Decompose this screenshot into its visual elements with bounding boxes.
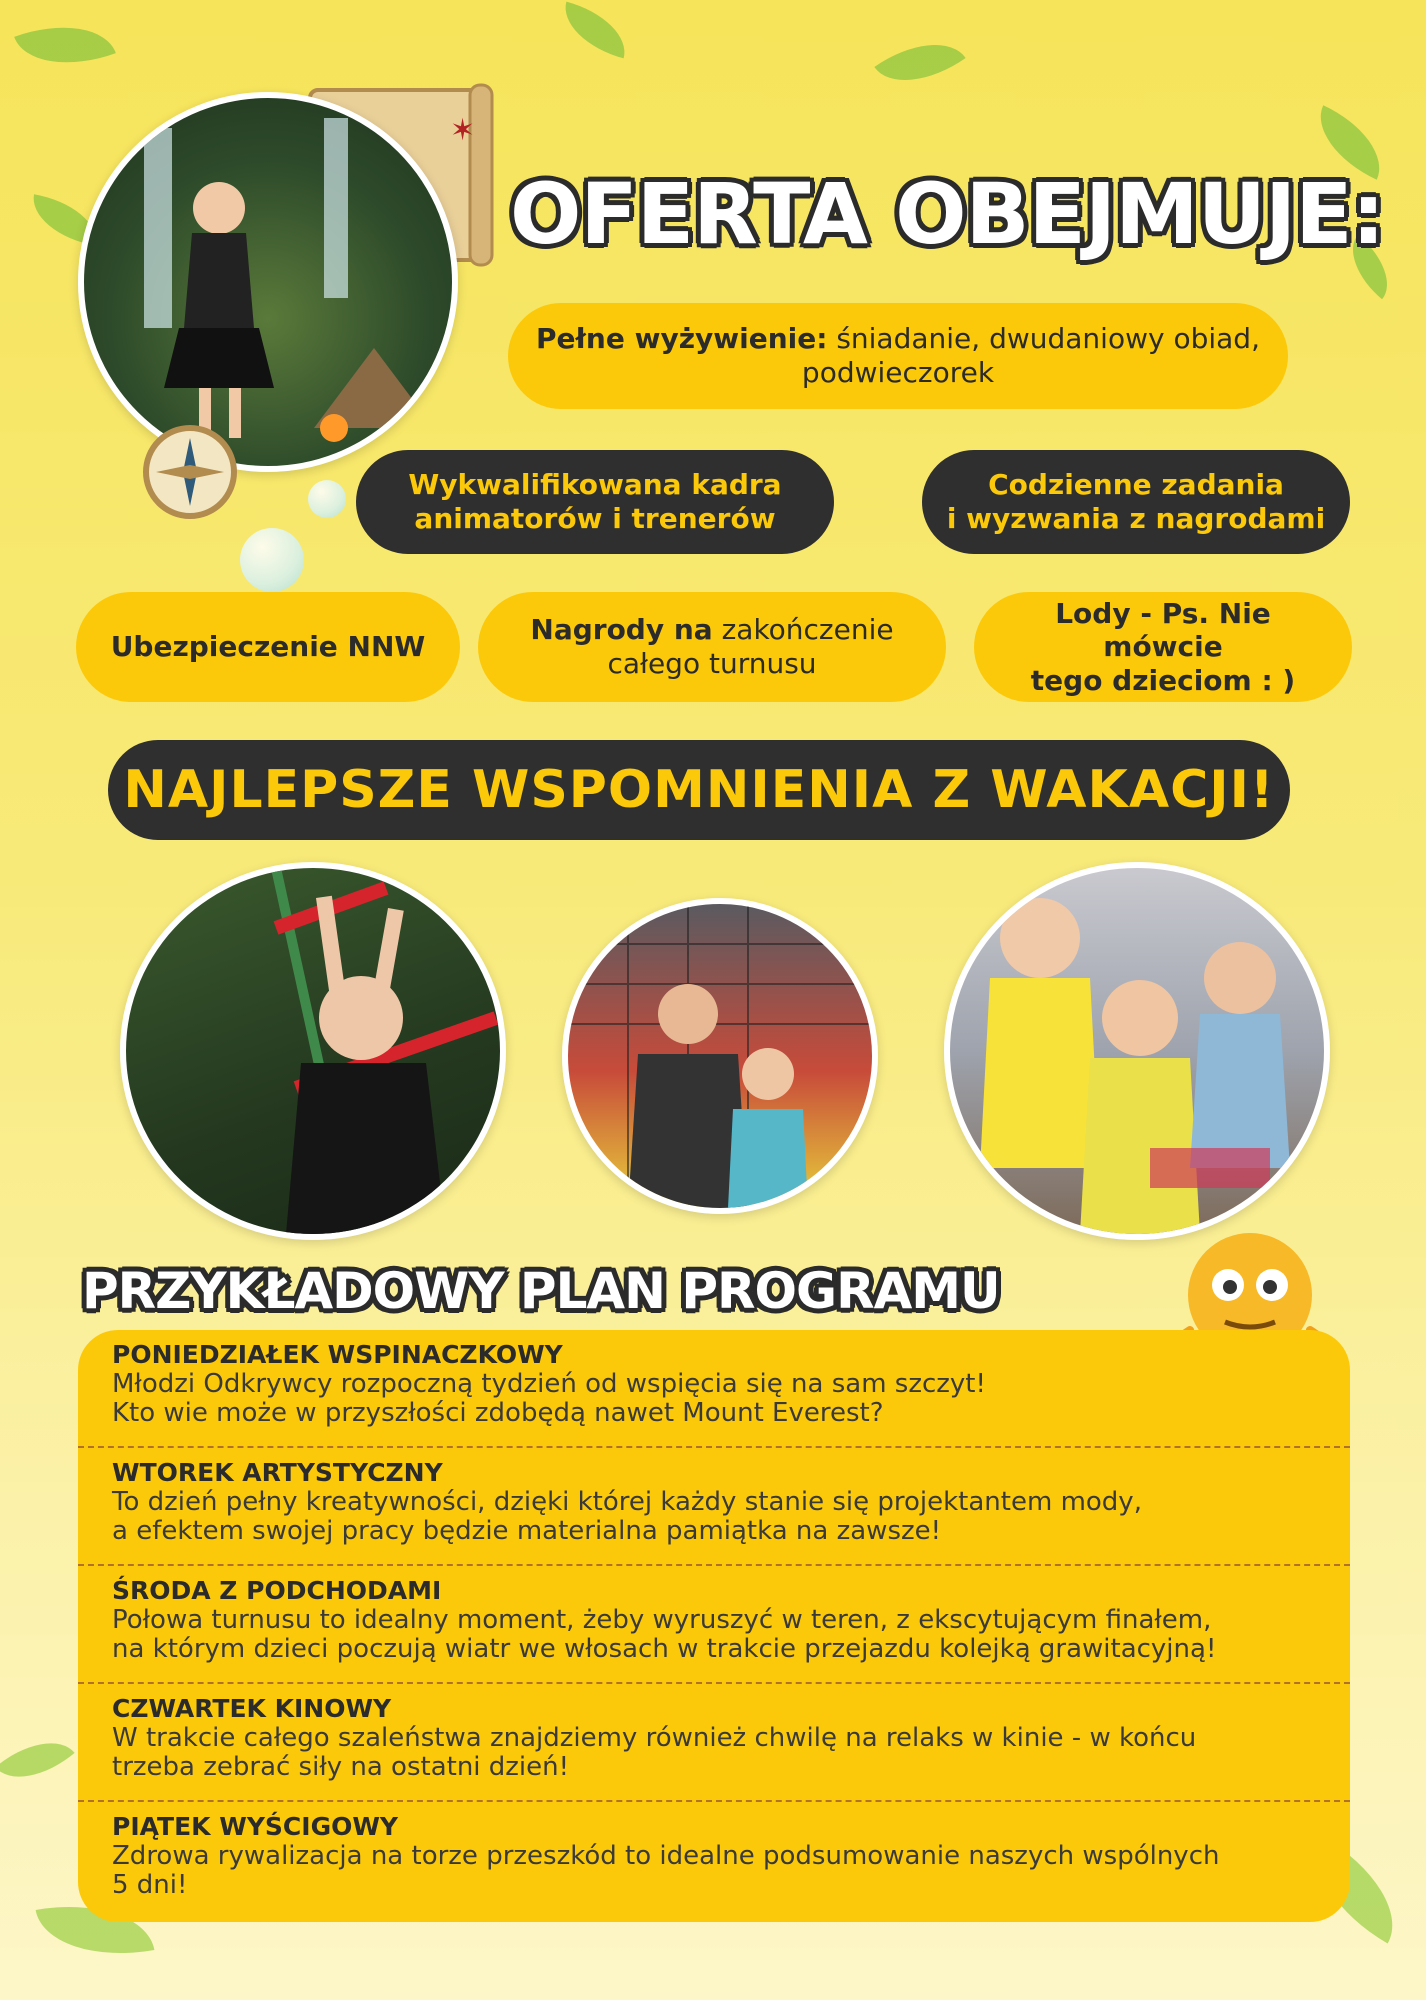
plan-day-heading: ŚRODA Z PODCHODAMI (112, 1576, 442, 1605)
offer-prizes (478, 592, 946, 702)
offer-tasks-line1: Codzienne zadania (988, 468, 1284, 502)
compass-icon (135, 420, 245, 520)
workshop-photo (944, 862, 1330, 1240)
bubble-decoration (240, 528, 304, 592)
plan-day-heading: PONIEDZIAŁEK WSPINACZKOWY (112, 1340, 563, 1369)
plan-day-text-2: trzeba zebrać siły na ostatni dzień! (112, 1752, 570, 1782)
offer-insurance (76, 592, 460, 702)
plan-day-text: Połowa turnusu to idealny moment, żeby wyruszyć w teren, z ekscytującym finałem, (112, 1605, 1212, 1635)
offer-prizes-bold: Nagrody na (530, 613, 713, 647)
offer-tasks (922, 450, 1350, 554)
offer-prizes-text-2: całego turnusu (607, 647, 817, 680)
offer-icecream-line2: tego dzieciom : ) (1030, 663, 1296, 697)
plan-day-heading: CZWARTEK KINOWY (112, 1694, 392, 1723)
program-plan (78, 1330, 1350, 1922)
plan-day-text: W trakcie całego szaleństwa znajdziemy również chwilę na relaks w kinie - w końcu (112, 1723, 1197, 1753)
offer-icecream (974, 592, 1352, 702)
offer-staff-line1: Wykwalifikowana kadra (408, 468, 782, 502)
trampoline-park-photo (562, 898, 878, 1214)
plan-day-heading: WTOREK ARTYSTYCZNY (112, 1458, 443, 1487)
offer-food (508, 303, 1288, 409)
plan-day-text: Zdrowa rywalizacja na torze przeszkód to idealne podsumowanie naszych wspólnych (112, 1841, 1220, 1871)
offer-tasks-line2: i wyzwania z nagrodami (946, 502, 1326, 535)
offer-staff (356, 450, 834, 554)
offer-title: OFERTA OBEJMUJE: (510, 165, 1385, 263)
climbing-photo (120, 862, 506, 1240)
offer-food-text-2: podwieczorek (801, 356, 995, 389)
plan-day (78, 1330, 1350, 1448)
memories-banner (108, 740, 1290, 840)
leaf-decoration (874, 21, 965, 104)
plan-day (78, 1448, 1350, 1566)
plan-day (78, 1566, 1350, 1684)
plan-day-text-2: na którym dzieci poczują wiatr we włosach w trakcie przejazdu kolejką grawitacyjną! (112, 1634, 1217, 1664)
plan-day-text: Młodzi Odkrywcy rozpoczną tydzień od wspięcia się na sam szczyt! (112, 1369, 986, 1399)
plan-day-text-2: 5 dni! (112, 1870, 188, 1900)
plan-title: PRZYKŁADOWY PLAN PROGRAMU (82, 1262, 1000, 1320)
leaf-decoration (556, 2, 634, 59)
plan-day-heading: PIĄTEK WYŚCIGOWY (112, 1812, 399, 1841)
leaf-decoration (14, 6, 116, 84)
leaf-decoration (0, 1722, 75, 1798)
svg-text:✶: ✶ (450, 113, 476, 148)
offer-food-bold: Pełne wyżywienie: (536, 322, 828, 356)
offer-insurance-text: Ubezpieczenie NNW (110, 630, 426, 664)
plan-day (78, 1684, 1350, 1802)
offer-prizes-text: zakończenie (712, 613, 894, 647)
offer-staff-line2: animatorów i trenerów (414, 502, 776, 535)
plan-day-text: To dzień pełny kreatywności, dzięki której każdy stanie się projektantem mody, (112, 1487, 1142, 1517)
memories-banner-text: NAJLEPSZE WSPOMNIENIA Z WAKACJI! (123, 760, 1275, 820)
plan-day-text-2: a efektem swojej pracy będzie materialna pamiątka na zawsze! (112, 1516, 942, 1546)
bubble-decoration (308, 480, 346, 518)
camp-girl-photo (78, 92, 458, 472)
offer-food-text: śniadanie, dwudaniowy obiad, (827, 322, 1260, 356)
offer-icecream-line1: Lody - Ps. Nie mówcie (1055, 596, 1271, 664)
plan-day (78, 1802, 1350, 1920)
plan-day-text-2: Kto wie może w przyszłości zdobędą nawet Mount Everest? (112, 1398, 884, 1428)
